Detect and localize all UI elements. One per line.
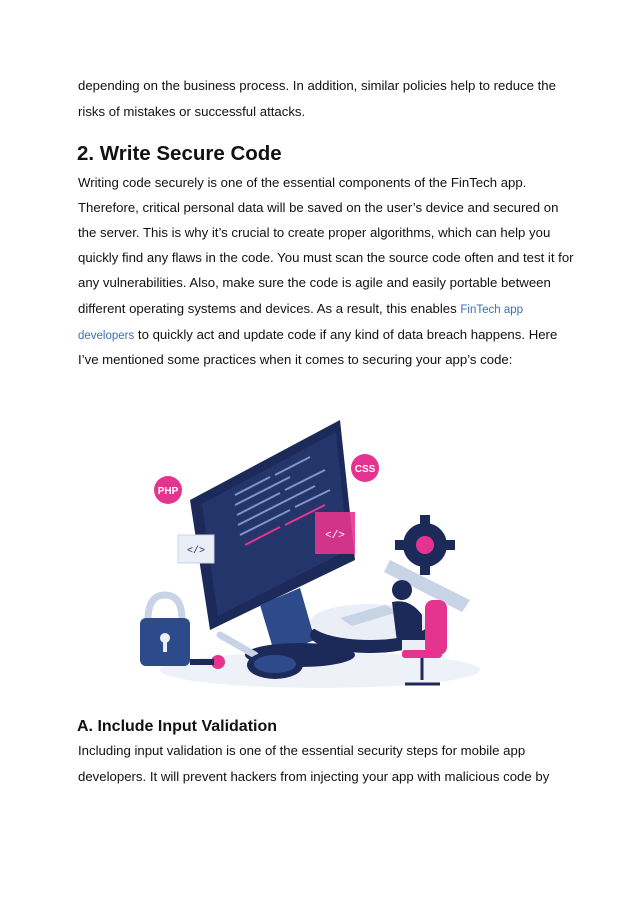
padlock-icon [140, 595, 190, 666]
body-text: different operating systems and devices. As a result, this enables [78, 301, 461, 316]
body-line: Including input validation is one of the essential security steps for mobile app [78, 743, 526, 758]
secure-code-illustration [140, 400, 500, 700]
code-symbol: </> [325, 530, 345, 542]
body-line: the server. This is why it’s crucial to create proper algorithms, which can help you [78, 225, 551, 240]
developers-link[interactable]: developers [78, 330, 135, 342]
fintech-app-link[interactable]: FinTech app [460, 304, 524, 316]
body-line: quickly find any flaws in the code. You must scan the source code often and test it for [78, 250, 574, 265]
body-line [78, 327, 557, 342]
intro-line: risks of mistakes or successful attacks. [78, 104, 306, 119]
php-label: PHP [157, 486, 179, 497]
body-line: Writing code securely is one of the essential components of the FinTech app. [78, 175, 527, 190]
body-line [78, 301, 523, 316]
body-line: I’ve mentioned some practices when it comes to securing your app’s code: [78, 352, 513, 367]
body-line: developers. It will prevent hackers from injecting your app with malicious code by [78, 769, 550, 784]
body-line: Therefore, critical personal data will be saved on the user’s device and secured on [78, 200, 559, 215]
subsection-heading: A. Include Input Validation [77, 718, 278, 735]
section-heading: 2. Write Secure Code [77, 142, 282, 165]
intro-line: depending on the business process. In addition, similar policies help to reduce the [78, 78, 556, 93]
css-label: CSS [354, 464, 376, 475]
code-symbol: </> [186, 546, 206, 557]
gear-icon [395, 515, 455, 575]
body-line: any vulnerabilities. Also, make sure the code is agile and easily portable between [78, 275, 551, 290]
body-text: to quickly act and update code if any kind of data breach happens. Here [134, 327, 558, 342]
